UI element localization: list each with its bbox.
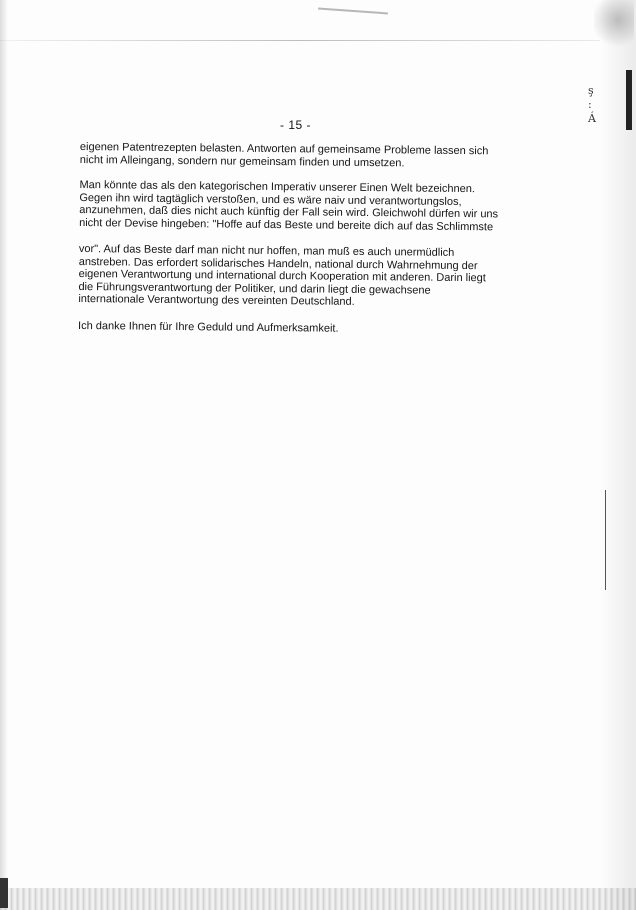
scan-bottom-left-block <box>0 878 8 908</box>
text-line: nicht der Devise hingeben: "Hoffe auf das Beste und bereite dich auf das Schlimmste <box>79 216 494 233</box>
paragraph-2 <box>79 179 510 234</box>
scan-bottom-edge <box>0 888 636 910</box>
scan-corner-smudge <box>594 0 634 50</box>
margin-handwritten-marks: ş : Á <box>588 84 596 125</box>
scan-top-mark <box>318 8 388 15</box>
text-line: anzunehmen, daß dies nicht auch künftig der Fall sein wird. Gleichwohl dürfen wir uns <box>79 203 499 221</box>
scan-left-shadow <box>0 0 8 910</box>
text-line: vor". Auf das Beste darf man nicht nur hoffen, man muß es auch unermüdlich <box>78 242 455 259</box>
text-line: eigenen Verantwortung und international durch Kooperation mit anderen. Darin liegt <box>78 267 486 285</box>
text-line: anstreben. Das erfordert solidarisches Handeln, national durch Wahrnehmung der <box>78 255 478 272</box>
text-line: Man könnte das als den kategorischen Imperativ unserer Einen Welt bezeichnen. <box>79 178 476 196</box>
scan-right-shadow <box>600 0 636 910</box>
text-line: eigenen Patentrezepten belasten. Antworten auf gemeinsame Probleme lassen sich <box>79 141 489 158</box>
scan-top-fold-line <box>0 40 600 41</box>
scan-right-black-strip <box>626 70 632 130</box>
text-line: internationale Verantwortung des vereinten Deutschland. <box>78 292 355 308</box>
text-line: Gegen ihn wird tagtäglich verstoßen, und es wäre naiv und verantwortungslos, <box>79 191 462 208</box>
paragraph-1 <box>80 141 510 171</box>
text-line: die Führungsverantwortung der Politiker, und darin liegt die gewachsene <box>78 280 431 297</box>
scan-right-line <box>605 490 606 590</box>
text-line: Ich danke Ihnen für Ihre Geduld und Aufmerksamkeit. <box>78 319 339 335</box>
body-text <box>78 141 510 336</box>
text-line: nicht im Alleingang, sondern nur gemeinsam finden und umsetzen. <box>79 153 405 169</box>
page-number: - 15 - <box>280 118 312 132</box>
paragraph-3 <box>78 243 509 310</box>
